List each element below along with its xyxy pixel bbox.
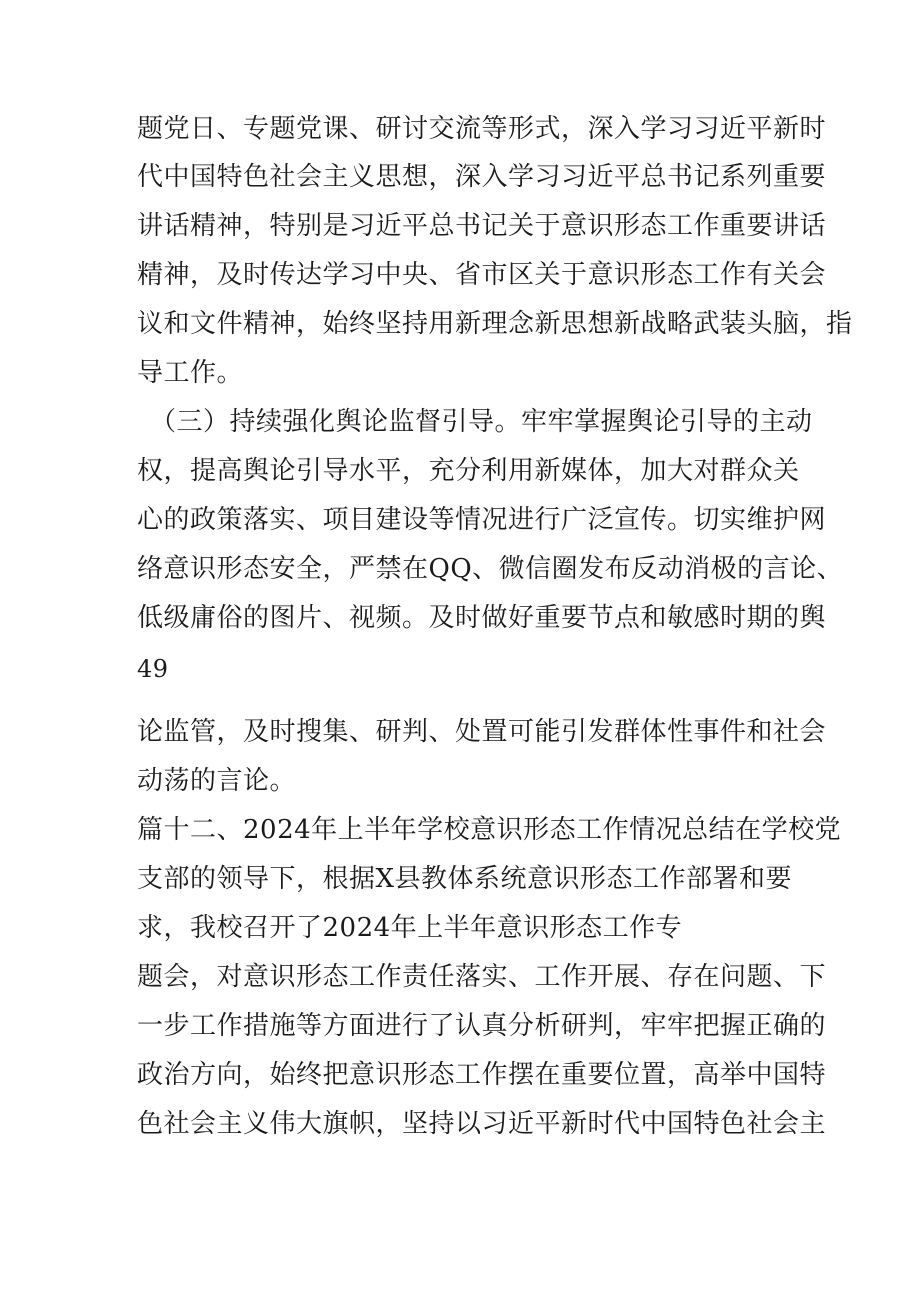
text-line: 题会，对意识形态工作责任落实、工作开展、存在问题、下 xyxy=(137,962,827,992)
text-line: 色社会主义伟大旗帜，坚持以习近平新时代中国特色社会主 xyxy=(137,1109,827,1139)
text-line: 动荡的言论。 xyxy=(137,766,297,796)
text-line: 政治方向，始终把意识形态工作摆在重要位置，高举中国特 xyxy=(137,1060,827,1090)
text-line: 导工作。 xyxy=(137,358,244,388)
section-heading-line: （三）持续强化舆论监督引导。牢牢掌握舆论引导的主动 xyxy=(150,407,813,437)
text-line: 支部的领导下，根据X县教体系统意识形态工作部署和要 xyxy=(137,864,793,894)
page-number: 49 xyxy=(137,655,169,683)
text-line: 精神，及时传达学习中央、省市区关于意识形态工作有关会 xyxy=(137,260,827,290)
text-line: 题党日、专题党课、研讨交流等形式，深入学习习近平新时 xyxy=(137,114,827,144)
text-line: 低级庸俗的图片、视频。及时做好重要节点和敏感时期的舆 xyxy=(137,603,827,633)
text-line: 讲话精神，特别是习近平总书记关于意识形态工作重要讲话 xyxy=(137,211,827,241)
text-line: 议和文件精神，始终坚持用新理念新思想新战略武装头脑，指 xyxy=(137,309,853,339)
text-line: 论监管，及时搜集、研判、处置可能引发群体性事件和社会 xyxy=(137,717,827,747)
text-line: 代中国特色社会主义思想，深入学习习近平总书记系列重要 xyxy=(137,162,827,192)
text-line: 心的政策落实、项目建设等情况进行广泛宣传。切实维护网 xyxy=(137,505,827,535)
text-line: 络意识形态安全，严禁在QQ、微信圈发布反动消极的言论、 xyxy=(137,554,844,584)
text-line: 权，提高舆论引导水平，充分利用新媒体，加大对群众关 xyxy=(137,456,800,486)
text-line: 篇十二、2024年上半年学校意识形态工作情况总结在学校党 xyxy=(137,815,842,845)
text-line: 一步工作措施等方面进行了认真分析研判，牢牢把握正确的 xyxy=(137,1011,827,1041)
text-line: 求，我校召开了2024年上半年意识形态工作专 xyxy=(137,913,683,943)
